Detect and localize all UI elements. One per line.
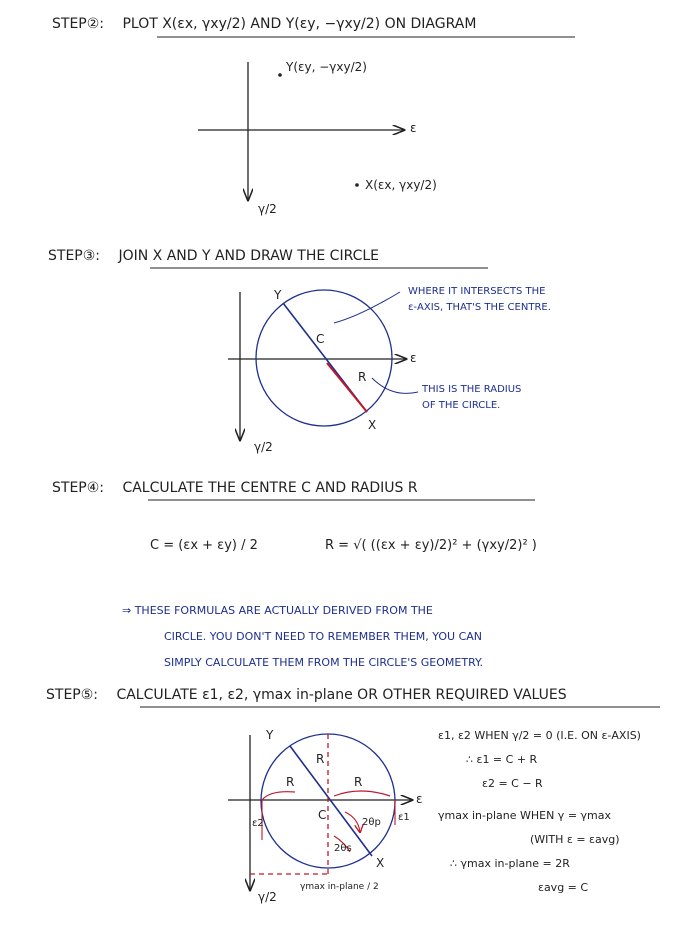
step2-point-x-label: X(εx, γxy/2) [365,178,437,192]
step5-label-r-right: R [354,775,363,789]
step3-axis-e: ε [410,351,417,365]
step5-label-r-top: R [316,752,325,766]
step5-label-x: X [376,856,385,870]
step3-radius-leader [372,378,418,393]
step5-label: STEP⑤: [46,687,98,703]
formula-centre: C = (εx + εy) / 2 [150,538,258,553]
step3-radius-note [422,382,521,414]
step5-xy-line [290,746,372,856]
step4-note-line2: CIRCLE. YOU DON'T NEED TO REMEMBER THEM, YOU CAN [164,630,483,643]
step4-note-line1: ⇒ THESE FORMULAS ARE ACTUALLY DERIVED FROM THE [122,604,433,617]
step4-note [122,598,483,676]
step3-heading [48,248,379,264]
step3-label-c: C [316,332,325,346]
step5-gmax-label: γmax in-plane / 2 [300,882,379,892]
side-note-3: ε2 = C − R [482,777,543,790]
step3-centre-note [408,284,551,316]
step5-axis-e: ε [416,792,423,806]
step5-axis-g: γ/2 [258,890,277,904]
side-note-7: εavg = C [538,881,589,894]
step5-label-e2: ε2 [252,818,264,829]
step2-point-y [278,73,282,77]
step3-label-r: R [358,370,367,384]
step3-centre-note-line2: ε-AXIS, THAT'S THE CENTRE. [408,302,551,313]
step4-note-line3: SIMPLY CALCULATE THEM FROM THE CIRCLE'S GEOMETRY. [164,656,483,669]
step5-label-2theta: 2θp [362,817,381,828]
step3-centre-leader [334,292,400,323]
step5-label-c: C [318,808,327,822]
step5-label-y: Y [266,728,274,742]
step3-diagram [228,290,418,440]
step4-label: STEP④: [52,480,104,496]
step3-mohr-circle [256,290,392,426]
step2-point-y-label: Y(εy, −γxy/2) [286,60,367,74]
step2-point-x [355,183,359,187]
step5-label-2theta-s: 2θs [334,843,352,854]
side-note-1: ε1, ε2 WHEN γ/2 = 0 (I.E. ON ε-AXIS) [438,729,641,742]
step5-heading [46,687,567,703]
step2-label: STEP②: [52,16,104,32]
step5-right-radius-brace [334,791,390,796]
step2-axis-e: ε [410,121,417,135]
step3-label: STEP③: [48,248,100,264]
step5-title: CALCULATE ε1, ε2, γmax in-plane OR OTHER REQUIRED VALUES [116,687,567,703]
side-note-6: ∴ γmax in-plane = 2R [450,857,570,870]
side-note-4: γmax in-plane WHEN γ = γmax [438,809,612,822]
step2-title: PLOT X(εx, γxy/2) AND Y(εy, −γxy/2) ON DIAGRAM [122,16,477,32]
step2-heading [52,16,476,32]
side-note-5: (WITH ε = εavg) [530,833,620,846]
step3-title: JOIN X AND Y AND DRAW THE CIRCLE [118,248,380,264]
step5-left-radius-brace [262,792,295,800]
step5-side-notes [438,724,641,900]
step3-axis-g: γ/2 [254,440,273,454]
step3-centre-note-line1: WHERE IT INTERSECTS THE [408,286,546,297]
step3-label-y: Y [274,288,282,302]
step4-heading [52,480,418,496]
step2-axis-g: γ/2 [258,202,277,216]
side-note-2: ∴ ε1 = C + R [466,753,538,766]
step4-title: CALCULATE THE CENTRE C AND RADIUS R [122,480,418,496]
step5-label-e1: ε1 [398,812,410,823]
step3-radius-note-line2: OF THE CIRCLE. [422,400,501,411]
formula-radius: R = √( ((εx + εy)/2)² + (γxy/2)² ) [325,538,537,553]
step3-radius-note-line1: THIS IS THE RADIUS [422,384,522,395]
step3-label-x: X [368,418,377,432]
step5-label-r-left: R [286,775,295,789]
